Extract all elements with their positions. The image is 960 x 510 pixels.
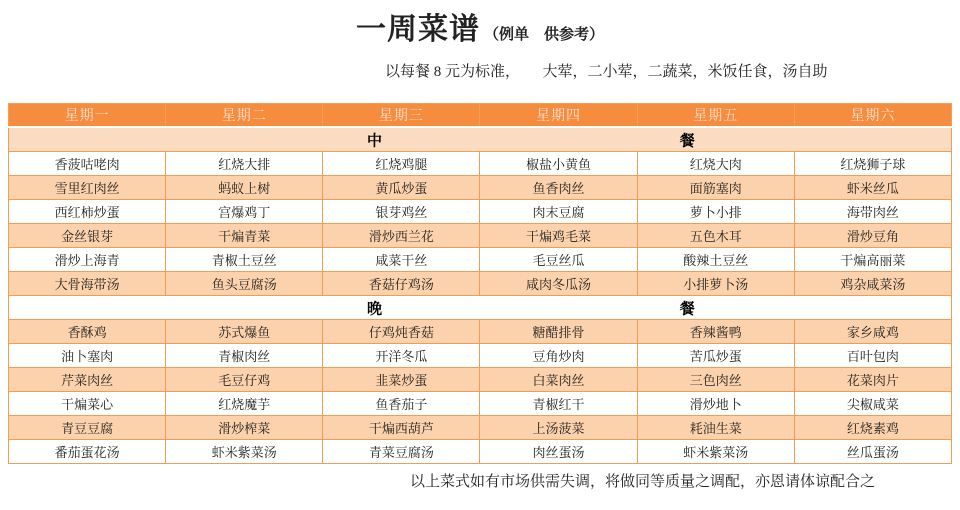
menu-row xyxy=(9,320,952,344)
menu-cell: 百叶包肉 xyxy=(794,344,951,368)
footer-note: 以上菜式如有市场供需失调，将做同等质量之调配，亦恩请体谅配合之 xyxy=(410,474,876,490)
menu-row xyxy=(9,416,952,440)
menu-cell: 耗油生菜 xyxy=(637,416,794,440)
menu-cell: 咸肉冬瓜汤 xyxy=(480,272,637,296)
menu-cell: 鱼香茄子 xyxy=(323,392,480,416)
menu-cell: 咸菜干丝 xyxy=(323,248,480,272)
menu-cell: 滑炒地卜 xyxy=(637,392,794,416)
menu-cell: 黄瓜炒蛋 xyxy=(323,176,480,200)
menu-row xyxy=(9,392,952,416)
menu-row xyxy=(9,272,952,296)
menu-cell: 滑炒上海青 xyxy=(9,248,166,272)
menu-cell: 小排萝卜汤 xyxy=(637,272,794,296)
menu-cell: 红烧狮子球 xyxy=(794,152,951,176)
menu-row xyxy=(9,224,952,248)
menu-cell: 肉末豆腐 xyxy=(480,200,637,224)
section-row-lunch xyxy=(9,127,952,152)
menu-cell: 银芽鸡丝 xyxy=(323,200,480,224)
page-title-note: （例单 供参考） xyxy=(483,27,604,43)
menu-cell: 韭菜炒蛋 xyxy=(323,368,480,392)
menu-cell: 青椒肉丝 xyxy=(166,344,323,368)
day-header: 星期一 xyxy=(9,104,166,128)
menu-cell: 红烧大排 xyxy=(166,152,323,176)
menu-cell: 滑炒西兰花 xyxy=(323,224,480,248)
page-header xyxy=(0,4,960,48)
menu-cell: 上汤菠菜 xyxy=(480,416,637,440)
menu-cell: 海带肉丝 xyxy=(794,200,951,224)
day-header: 星期六 xyxy=(794,104,951,128)
menu-cell: 五色木耳 xyxy=(637,224,794,248)
menu-row xyxy=(9,152,952,176)
menu-cell: 萝卜小排 xyxy=(637,200,794,224)
menu-cell: 三色肉丝 xyxy=(637,368,794,392)
menu-cell: 滑炒豆角 xyxy=(794,224,951,248)
menu-cell: 虾米紫菜汤 xyxy=(166,440,323,464)
menu-cell: 青椒土豆丝 xyxy=(166,248,323,272)
menu-row xyxy=(9,248,952,272)
menu-cell: 虾米紫菜汤 xyxy=(637,440,794,464)
menu-cell: 糖醋排骨 xyxy=(480,320,637,344)
menu-cell: 金丝银芽 xyxy=(9,224,166,248)
menu-cell: 豆角炒肉 xyxy=(480,344,637,368)
menu-cell: 滑炒榨菜 xyxy=(166,416,323,440)
menu-table-body xyxy=(9,127,952,464)
menu-cell: 干煸西葫芦 xyxy=(323,416,480,440)
menu-row xyxy=(9,368,952,392)
menu-cell: 椒盐小黄鱼 xyxy=(480,152,637,176)
menu-cell: 尖椒咸菜 xyxy=(794,392,951,416)
menu-cell: 红烧大肉 xyxy=(637,152,794,176)
menu-cell: 青豆豆腐 xyxy=(9,416,166,440)
menu-cell: 青菜豆腐汤 xyxy=(323,440,480,464)
menu-cell: 开洋冬瓜 xyxy=(323,344,480,368)
menu-cell: 苦瓜炒蛋 xyxy=(637,344,794,368)
menu-cell: 干煸青菜 xyxy=(166,224,323,248)
menu-cell: 虾米丝瓜 xyxy=(794,176,951,200)
menu-cell: 肉丝蛋汤 xyxy=(480,440,637,464)
menu-cell: 毛豆仔鸡 xyxy=(166,368,323,392)
menu-row xyxy=(9,200,952,224)
menu-cell: 干煸鸡毛菜 xyxy=(480,224,637,248)
section-label-right: 餐 xyxy=(679,133,695,149)
menu-cell: 仔鸡炖香菇 xyxy=(323,320,480,344)
menu-standard-note: 以每餐 8 元为标准， 大荤，二小荤，二蔬菜，米饭任食，汤自助 xyxy=(385,64,828,80)
menu-cell: 香菇仔鸡汤 xyxy=(323,272,480,296)
menu-cell: 鱼头豆腐汤 xyxy=(166,272,323,296)
weekly-menu-table xyxy=(8,103,952,464)
menu-cell: 香菠咕咾肉 xyxy=(9,152,166,176)
section-label-left: 晚 xyxy=(366,301,382,317)
menu-cell: 干煸菜心 xyxy=(9,392,166,416)
menu-cell: 白菜肉丝 xyxy=(480,368,637,392)
menu-cell: 鸡杂咸菜汤 xyxy=(794,272,951,296)
menu-cell: 干煸高丽菜 xyxy=(794,248,951,272)
day-header: 星期五 xyxy=(637,104,794,128)
menu-cell: 面筋塞肉 xyxy=(637,176,794,200)
day-header: 星期三 xyxy=(323,104,480,128)
menu-cell: 油卜塞肉 xyxy=(9,344,166,368)
menu-cell: 蚂蚁上树 xyxy=(166,176,323,200)
menu-cell: 芹菜肉丝 xyxy=(9,368,166,392)
menu-cell: 红烧鸡腿 xyxy=(323,152,480,176)
section-label-left: 中 xyxy=(366,133,382,149)
menu-cell: 丝瓜蛋汤 xyxy=(794,440,951,464)
menu-cell: 香辣酱鸭 xyxy=(637,320,794,344)
menu-cell: 红烧素鸡 xyxy=(794,416,951,440)
menu-cell: 家乡咸鸡 xyxy=(794,320,951,344)
menu-cell: 香酥鸡 xyxy=(9,320,166,344)
menu-cell: 西红柿炒蛋 xyxy=(9,200,166,224)
section-row-dinner xyxy=(9,296,952,320)
menu-cell: 番茄蛋花汤 xyxy=(9,440,166,464)
day-header-row xyxy=(9,104,952,128)
menu-row xyxy=(9,176,952,200)
page-title: 一周菜谱 xyxy=(355,13,480,46)
menu-row xyxy=(9,440,952,464)
section-title-lunch xyxy=(9,127,952,152)
section-label-right: 餐 xyxy=(679,301,695,317)
menu-cell: 酸辣土豆丝 xyxy=(637,248,794,272)
day-header: 星期四 xyxy=(480,104,637,128)
menu-cell: 雪里红肉丝 xyxy=(9,176,166,200)
menu-cell: 宫爆鸡丁 xyxy=(166,200,323,224)
section-title-dinner xyxy=(9,296,952,320)
menu-cell: 大骨海带汤 xyxy=(9,272,166,296)
menu-cell: 毛豆丝瓜 xyxy=(480,248,637,272)
menu-cell: 花菜肉片 xyxy=(794,368,951,392)
menu-row xyxy=(9,344,952,368)
menu-cell: 鱼香肉丝 xyxy=(480,176,637,200)
menu-cell: 苏式爆鱼 xyxy=(166,320,323,344)
day-header: 星期二 xyxy=(166,104,323,128)
menu-cell: 青椒红干 xyxy=(480,392,637,416)
menu-cell: 红烧魔芋 xyxy=(166,392,323,416)
